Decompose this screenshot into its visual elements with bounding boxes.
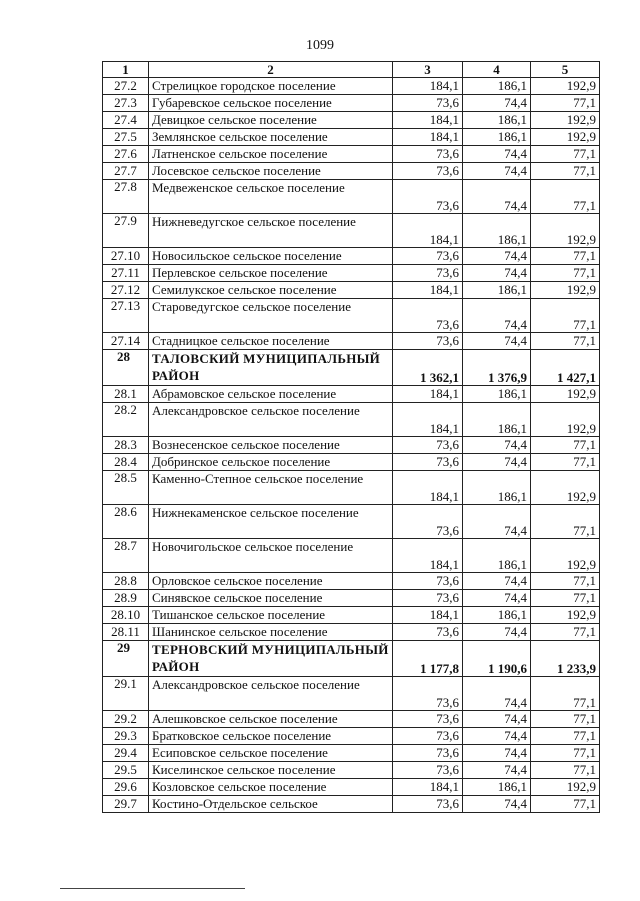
value-col-4: 186,1 (463, 214, 531, 248)
value-col-3: 73,6 (393, 762, 463, 779)
value-col-3: 73,6 (393, 454, 463, 471)
table-row (103, 573, 600, 590)
value-col-5: 192,9 (531, 214, 600, 248)
table-row (103, 146, 600, 163)
value-col-5: 77,1 (531, 728, 600, 745)
table-row (103, 590, 600, 607)
settlement-name: Землянское сельское поселение (149, 129, 393, 146)
settlement-name: Киселинское сельское поселение (149, 762, 393, 779)
row-number: 29.4 (103, 745, 149, 762)
value-col-3: 184,1 (393, 386, 463, 403)
value-col-5: 77,1 (531, 333, 600, 350)
value-col-4: 74,4 (463, 762, 531, 779)
settlement-name: Каменно-Степное сельское поселение (149, 471, 393, 505)
table-row (103, 677, 600, 711)
value-col-3: 73,6 (393, 505, 463, 539)
row-number: 27.5 (103, 129, 149, 146)
settlement-name: Александровское сельское поселение (149, 403, 393, 437)
table-row (103, 95, 600, 112)
table-row (103, 333, 600, 350)
settlement-name: Губаревское сельское поселение (149, 95, 393, 112)
value-col-3: 73,6 (393, 299, 463, 333)
value-col-4: 74,4 (463, 590, 531, 607)
row-number: 29.6 (103, 779, 149, 796)
value-col-5: 1 427,1 (531, 350, 600, 386)
table-row (103, 163, 600, 180)
row-number: 28.3 (103, 437, 149, 454)
table-row (103, 607, 600, 624)
table-row (103, 454, 600, 471)
table-row (103, 403, 600, 437)
settlement-name: Перлевское сельское поселение (149, 265, 393, 282)
value-col-4: 186,1 (463, 78, 531, 95)
value-col-5: 1 233,9 (531, 641, 600, 677)
table-row (103, 282, 600, 299)
value-col-4: 74,4 (463, 95, 531, 112)
value-col-3: 73,6 (393, 265, 463, 282)
value-col-5: 192,9 (531, 607, 600, 624)
row-number: 28.11 (103, 624, 149, 641)
settlement-name: Орловское сельское поселение (149, 573, 393, 590)
table-row (103, 299, 600, 333)
value-col-3: 184,1 (393, 129, 463, 146)
table-row (103, 539, 600, 573)
settlement-name: Семилукское сельское поселение (149, 282, 393, 299)
row-number: 28.1 (103, 386, 149, 403)
value-col-5: 192,9 (531, 282, 600, 299)
row-number: 27.3 (103, 95, 149, 112)
row-number: 29.2 (103, 711, 149, 728)
value-col-5: 192,9 (531, 386, 600, 403)
settlement-name: Синявское сельское поселение (149, 590, 393, 607)
value-col-3: 73,6 (393, 146, 463, 163)
value-col-5: 77,1 (531, 590, 600, 607)
settlement-name: Александровское сельское поселение (149, 677, 393, 711)
value-col-4: 186,1 (463, 112, 531, 129)
value-col-5: 77,1 (531, 711, 600, 728)
table-row (103, 711, 600, 728)
value-col-4: 74,4 (463, 163, 531, 180)
value-col-5: 77,1 (531, 299, 600, 333)
value-col-5: 192,9 (531, 471, 600, 505)
table-row (103, 762, 600, 779)
value-col-5: 77,1 (531, 248, 600, 265)
header-col-5: 5 (531, 62, 600, 78)
value-col-4: 74,4 (463, 728, 531, 745)
value-col-4: 186,1 (463, 386, 531, 403)
settlement-name: Козловское сельское поселение (149, 779, 393, 796)
table-row (103, 129, 600, 146)
value-col-3: 184,1 (393, 471, 463, 505)
value-col-3: 73,6 (393, 573, 463, 590)
settlement-name: Лосевское сельское поселение (149, 163, 393, 180)
settlement-name: Абрамовское сельское поселение (149, 386, 393, 403)
row-number: 27.6 (103, 146, 149, 163)
value-col-4: 186,1 (463, 129, 531, 146)
value-col-4: 1 376,9 (463, 350, 531, 386)
value-col-5: 77,1 (531, 745, 600, 762)
row-number: 29.7 (103, 796, 149, 813)
value-col-5: 192,9 (531, 403, 600, 437)
row-number: 28.5 (103, 471, 149, 505)
settlement-name: Новосильское сельское поселение (149, 248, 393, 265)
settlement-name: Костино-Отдельское сельское (149, 796, 393, 813)
row-number: 27.9 (103, 214, 149, 248)
value-col-4: 186,1 (463, 607, 531, 624)
value-col-3: 1 362,1 (393, 350, 463, 386)
row-number: 28.7 (103, 539, 149, 573)
settlement-name: Латненское сельское поселение (149, 146, 393, 163)
value-col-5: 192,9 (531, 112, 600, 129)
value-col-4: 74,4 (463, 299, 531, 333)
settlement-name: Стадницкое сельское поселение (149, 333, 393, 350)
district-row (103, 641, 600, 677)
row-number: 29.3 (103, 728, 149, 745)
row-number: 27.8 (103, 180, 149, 214)
settlement-name: Есиповское сельское поселение (149, 745, 393, 762)
settlement-name: Шанинское сельское поселение (149, 624, 393, 641)
settlement-name: Вознесенское сельское поселение (149, 437, 393, 454)
settlement-name: Медвеженское сельское поселение (149, 180, 393, 214)
table-row (103, 728, 600, 745)
row-number: 27.2 (103, 78, 149, 95)
value-col-3: 184,1 (393, 779, 463, 796)
settlement-name: Алешковское сельское поселение (149, 711, 393, 728)
value-col-5: 77,1 (531, 146, 600, 163)
value-col-3: 73,6 (393, 590, 463, 607)
value-col-5: 77,1 (531, 573, 600, 590)
settlement-name: Стрелицкое городское поселение (149, 78, 393, 95)
settlement-name: Братковское сельское поселение (149, 728, 393, 745)
table-row (103, 505, 600, 539)
row-number: 28 (103, 350, 149, 386)
value-col-3: 184,1 (393, 282, 463, 299)
value-col-3: 73,6 (393, 796, 463, 813)
row-number: 28.9 (103, 590, 149, 607)
table-row (103, 796, 600, 813)
value-col-4: 186,1 (463, 539, 531, 573)
value-col-5: 192,9 (531, 539, 600, 573)
row-number: 29 (103, 641, 149, 677)
settlement-name: Нижнекаменское сельское поселение (149, 505, 393, 539)
table-row (103, 471, 600, 505)
settlement-name: Нижневедугское сельское поселение (149, 214, 393, 248)
table-row (103, 624, 600, 641)
row-number: 28.8 (103, 573, 149, 590)
table-row (103, 248, 600, 265)
settlement-name: Староведугское сельское поселение (149, 299, 393, 333)
value-col-4: 186,1 (463, 282, 531, 299)
value-col-5: 77,1 (531, 624, 600, 641)
value-col-5: 77,1 (531, 265, 600, 282)
value-col-4: 74,4 (463, 745, 531, 762)
value-col-3: 73,6 (393, 163, 463, 180)
settlement-name: Добринское сельское поселение (149, 454, 393, 471)
settlement-name: Тишанское сельское поселение (149, 607, 393, 624)
settlement-name: ТЕРНОВСКИЙ МУНИЦИПАЛЬНЫЙ РАЙОН (149, 641, 393, 677)
value-col-5: 192,9 (531, 779, 600, 796)
row-number: 27.12 (103, 282, 149, 299)
value-col-3: 73,6 (393, 437, 463, 454)
value-col-5: 77,1 (531, 437, 600, 454)
value-col-5: 77,1 (531, 796, 600, 813)
value-col-3: 184,1 (393, 607, 463, 624)
row-number: 29.1 (103, 677, 149, 711)
header-col-4: 4 (463, 62, 531, 78)
value-col-4: 74,4 (463, 505, 531, 539)
table-row (103, 78, 600, 95)
table-row (103, 437, 600, 454)
value-col-5: 77,1 (531, 163, 600, 180)
value-col-5: 192,9 (531, 78, 600, 95)
value-col-3: 1 177,8 (393, 641, 463, 677)
value-col-4: 74,4 (463, 333, 531, 350)
value-col-4: 186,1 (463, 471, 531, 505)
value-col-3: 184,1 (393, 403, 463, 437)
value-col-3: 184,1 (393, 112, 463, 129)
table-row (103, 112, 600, 129)
value-col-3: 184,1 (393, 214, 463, 248)
budget-table (102, 61, 600, 813)
row-number: 27.7 (103, 163, 149, 180)
value-col-4: 74,4 (463, 711, 531, 728)
value-col-4: 74,4 (463, 796, 531, 813)
row-number: 27.11 (103, 265, 149, 282)
table-row (103, 386, 600, 403)
value-col-3: 73,6 (393, 333, 463, 350)
row-number: 28.10 (103, 607, 149, 624)
value-col-5: 77,1 (531, 677, 600, 711)
value-col-3: 73,6 (393, 677, 463, 711)
value-col-5: 77,1 (531, 95, 600, 112)
value-col-4: 74,4 (463, 573, 531, 590)
row-number: 28.6 (103, 505, 149, 539)
row-number: 27.13 (103, 299, 149, 333)
row-number: 27.14 (103, 333, 149, 350)
value-col-3: 73,6 (393, 95, 463, 112)
row-number: 29.5 (103, 762, 149, 779)
row-number: 28.2 (103, 403, 149, 437)
header-col-2: 2 (149, 62, 393, 78)
value-col-4: 74,4 (463, 248, 531, 265)
row-number: 27.4 (103, 112, 149, 129)
value-col-4: 74,4 (463, 454, 531, 471)
value-col-5: 192,9 (531, 129, 600, 146)
settlement-name: Девицкое сельское поселение (149, 112, 393, 129)
value-col-4: 74,4 (463, 180, 531, 214)
value-col-3: 73,6 (393, 624, 463, 641)
value-col-5: 77,1 (531, 505, 600, 539)
settlement-name: ТАЛОВСКИЙ МУНИЦИПАЛЬНЫЙ РАЙОН (149, 350, 393, 386)
page-number: 1099 (306, 38, 334, 53)
header-row (103, 62, 600, 78)
header-col-3: 3 (393, 62, 463, 78)
value-col-5: 77,1 (531, 454, 600, 471)
table-row (103, 779, 600, 796)
value-col-4: 186,1 (463, 779, 531, 796)
value-col-4: 74,4 (463, 437, 531, 454)
header-col-1: 1 (103, 62, 149, 78)
value-col-4: 1 190,6 (463, 641, 531, 677)
value-col-5: 77,1 (531, 180, 600, 214)
value-col-3: 73,6 (393, 728, 463, 745)
table-row (103, 180, 600, 214)
table-row (103, 265, 600, 282)
table-body (103, 78, 600, 813)
table-row (103, 745, 600, 762)
row-number: 27.10 (103, 248, 149, 265)
value-col-4: 186,1 (463, 403, 531, 437)
value-col-4: 74,4 (463, 265, 531, 282)
value-col-3: 73,6 (393, 248, 463, 265)
value-col-5: 77,1 (531, 762, 600, 779)
value-col-4: 74,4 (463, 146, 531, 163)
value-col-4: 74,4 (463, 624, 531, 641)
row-number: 28.4 (103, 454, 149, 471)
footer-rule (60, 888, 245, 889)
district-row (103, 350, 600, 386)
value-col-4: 74,4 (463, 677, 531, 711)
value-col-3: 73,6 (393, 745, 463, 762)
value-col-3: 184,1 (393, 539, 463, 573)
value-col-3: 73,6 (393, 711, 463, 728)
table-row (103, 214, 600, 248)
settlement-name: Новочигольское сельское поселение (149, 539, 393, 573)
value-col-3: 73,6 (393, 180, 463, 214)
value-col-3: 184,1 (393, 78, 463, 95)
